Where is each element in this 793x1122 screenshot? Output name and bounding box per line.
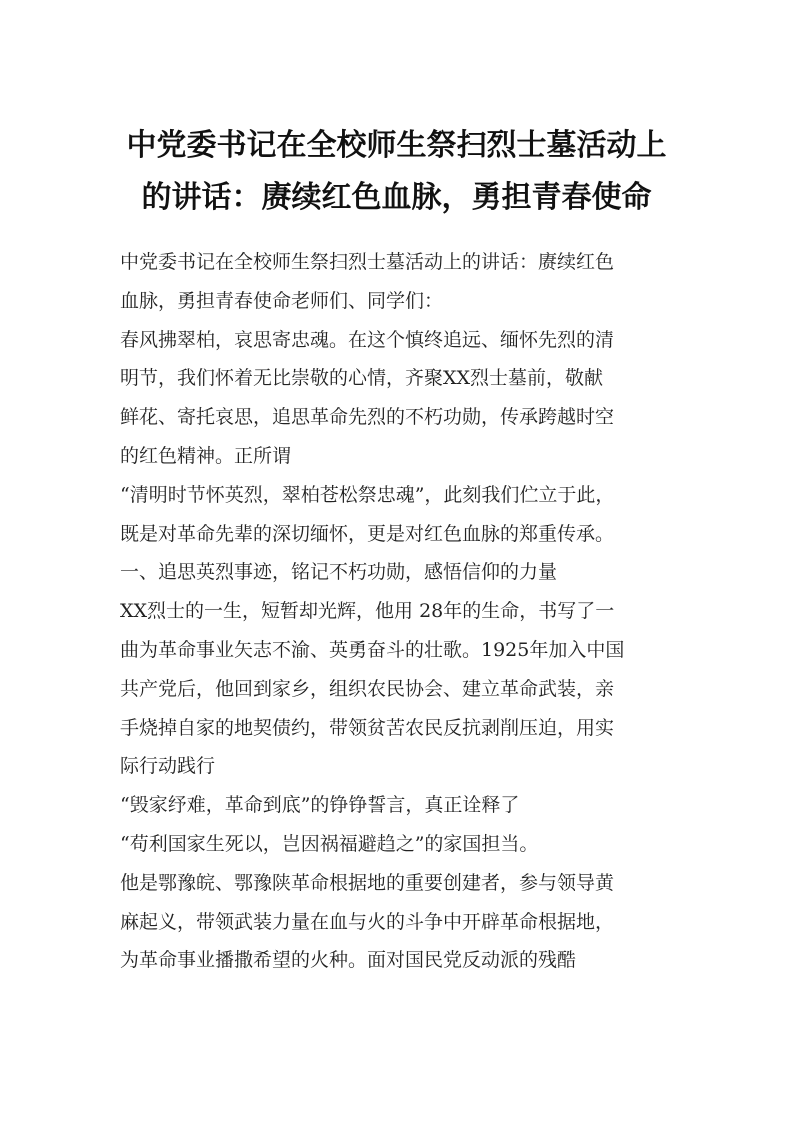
body-line: 共产党后，他回到家乡，组织农民协会、建立革命武装，亲: [120, 677, 615, 700]
body-line: 中党委书记在全校师生祭扫烈士墓活动上的讲话：赓续红色: [120, 251, 615, 273]
body-line: 既是对革命先辈的深切缅怀，更是对红色血脉的郑重传承。: [120, 522, 615, 545]
body-line: 为革命事业播撒希望的火种。面对国民党反动派的残酷: [120, 949, 577, 972]
body-line: 的红色精神。正所谓: [120, 444, 292, 467]
body-line: 鲜花、寄托哀思，追思革命先烈的不朽功勋，传承跨越时空: [120, 406, 615, 429]
title-line-2: 的讲话：赓续红色血脉，勇担青春使命: [141, 180, 652, 215]
body-line: 麻起义，带领武装力量在血与火的斗争中开辟革命根据地，: [120, 910, 615, 933]
body-line: “毁家纾难，革命到底”的铮铮誓言，真正诠释了: [120, 794, 520, 817]
body-line: 明节，我们怀着无比崇敬的心情，齐聚XX烈士墓前，敬献: [120, 367, 604, 390]
body-line: XX烈士的一生，短暂却光辉，他用 28年的生命，书写了一: [120, 600, 615, 623]
body-line: 他是鄂豫皖、鄂豫陕革命根据地的重要创建者，参与领导黄: [120, 871, 615, 894]
body-line: 曲为革命事业矢志不渝、英勇奋斗的壮歌。1925年加入中国: [120, 638, 625, 661]
section-heading: 一、追思英烈事迹，铭记不朽功勋，感悟信仰的力量: [120, 561, 558, 584]
body-line: 际行动践行: [120, 755, 216, 778]
title-line-1: 中党委书记在全校师生祭扫烈士墓活动上: [126, 128, 667, 163]
body-line: 春风拂翠柏，哀思寄忠魂。在这个慎终追远、缅怀先烈的清: [120, 328, 615, 351]
body-line: “清明时节怀英烈，翠柏苍松祭忠魂”，此刻我们伫立于此，: [120, 483, 615, 506]
body-line: 手烧掉自家的地契债约，带领贫苦农民反抗剥削压迫，用实: [120, 716, 615, 739]
document-body: [120, 243, 680, 980]
document-title: [100, 120, 693, 224]
body-line: “苟利国家生死以，岂因祸福避趋之”的家国担当。: [120, 832, 539, 855]
body-line: 血脉，勇担青春使命老师们、同学们：: [120, 289, 444, 312]
